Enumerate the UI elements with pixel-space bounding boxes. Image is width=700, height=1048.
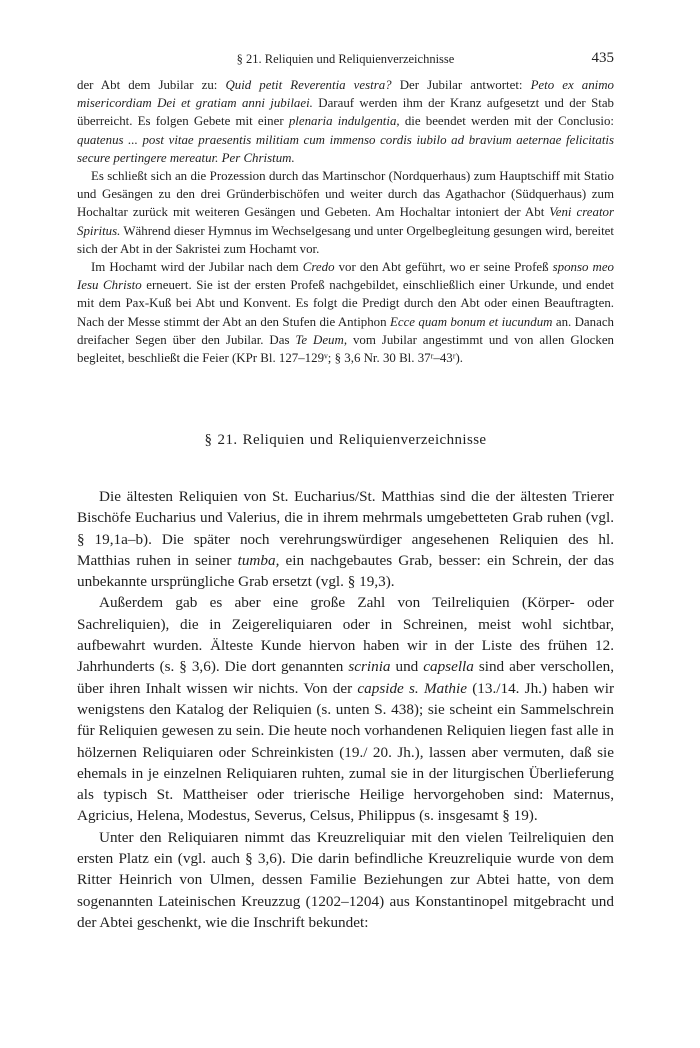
italic-segment: plenaria indulgentia, [288, 114, 400, 129]
paragraph [77, 592, 614, 826]
italic-segment: Credo [302, 260, 335, 275]
text-segment: Es schließt sich an die Prozession durch das Martinschor (Nordquerhaus) zum Hauptschiff mit Statio und Gesängen zu den drei Gründerbischöfen und weiter durch das Agathachor (Südquerhaus) zum Hochaltar zurück mit weiteren Gesängen und Gebeten. Am Hochaltar intoniert der Abt [77, 169, 614, 220]
paragraph [77, 827, 614, 933]
text-segment: sind aber verschollen, über ihren Inhalt wissen wir nichts. Von der [77, 658, 614, 697]
italic-segment: Ecce quam bonum et iucundum [389, 314, 553, 329]
section-heading: § 21. Reliquien und Reliquienverzeichnisse [204, 432, 487, 448]
text-segment: vom Jubilar angestimmt und von allen Glocken begleitet, beschließt die Feier (KPr Bl. 127–129ᵛ; § 3,6 Nr. 30 Bl. 37ʳ–43ʳ). [77, 332, 615, 366]
italic-segment: sponso meo Iesu Christo [77, 260, 615, 293]
text-segment: und [390, 658, 424, 676]
text-segment: Im Hochamt wird der Jubilar nach dem [91, 260, 303, 275]
lower-text-block [77, 486, 614, 933]
text-segment: der Abt dem Jubilar zu: [77, 78, 226, 92]
text-segment: vor den Abt geführt, wo er seine Profeß [334, 260, 553, 275]
italic-segment: Peto ex animo misericordiam Dei et gratiam anni jubilaei. [77, 78, 614, 111]
text-segment: (13./14. Jh.) haben wir wenigstens den Katalog der Reliquien (s. unten S. 438); sie scheint ein Sammelschrein für Reliquien gewesen zu sein. Die heute noch vorhandenen Reliquien liegen fast alle in hölzernen Reliquiaren oder Schreinkisten (19./ 20. Jh.), lassen aber vermuten, daß sie ehemals in je einzelnen Reliquiaren ruhten, zumal sie in der liturgischen Überlieferung als typisch St. Mattheiser oder trierische Heilige hervorgehoben sind: Maternus, Agricius, Helena, Modestus, Severus, Celsus, Philippus (s. insgesamt § 19). [77, 679, 614, 825]
italic-segment: capside s. Mathie [357, 679, 467, 697]
paragraph [77, 76, 614, 167]
text-segment: Die ältesten Reliquien von St. Eucharius/St. Matthias sind die der ältesten Trierer Bischöfe Eucharius und Valerius, die in ihrem mehrmals umgebetteten Grab ruhen (vgl. § 19,1a–b). Die später noch verehrungswürdiger angesehenen Reliquien des hl. Matthias ruhen in seiner [77, 488, 614, 569]
italic-segment: tumba, [237, 551, 280, 569]
text-segment: an. Danach dreifacher Segen über den Jubilar. Das [77, 314, 614, 347]
text-segment: die beendet werden mit der Conclusio: [399, 114, 614, 129]
text-segment: erneuert. Sie ist der ersten Profeß nachgebildet, einschließlich einer Urkunde, und endet mit dem Pax-Kuß bei Abt und Konvent. Es folgt die Predigt durch den Abt oder einen Beauftragten. Nach der Messe stimmt der Abt an den Stufen die Antiphon [77, 278, 614, 329]
italic-segment: Quid petit Reverentia vestra? [225, 78, 392, 92]
italic-segment: Te Deum, [295, 332, 348, 347]
italic-segment: capsella [423, 658, 474, 676]
italic-segment: scrinia [348, 658, 391, 676]
text-segment: Der Jubilar antwortet: [391, 78, 531, 92]
text-segment: Unter den Reliquiaren nimmt das Kreuzreliquiar mit den vielen Teilreliquien den ersten Platz ein (vgl. auch § 3,6). Die darin befindliche Kreuzreliquie wurde von dem Ritter Heinrich von Ulmen, dessen Familie Beziehungen zur Abtei hatte, von dem sogenannten Lateinischen Kreuzzug (1202–1204) aus Konstantinopel mitgebracht und der Abtei geschenkt, wie die Inschrift bekundet: [77, 828, 614, 931]
text-segment: Darauf werden ihm der Kranz aufgesetzt und der Stab überreicht. Es folgen Gebete mit einer [77, 96, 615, 129]
italic-segment: Veni creator Spiritus. [77, 205, 614, 238]
text-segment: Außerdem gab es aber eine große Zahl von Teilreliquien (Körper- oder Sachreliquien), die in Zeigereliquiaren oder in Schreinen, meist wohl sichtbar, aufbewahrt wurden. Älteste Kunde hiervon haben wir in der Liste des frühen 12. Jahrhunderts (s. § 3,6). Die dort genannten [77, 594, 614, 676]
text-segment: Während dieser Hymnus im Wechselgesang und unter Orgelbegleitung gesungen wird, bereitet sich der Abt in der Sakristei zum Hochamt vor. [77, 223, 614, 256]
text-segment: ein nachgebautes Grab, besser: ein Schrein, der das unbekannte ursprüngliche Grab ersetzt (vgl. § 19,3). [77, 551, 614, 591]
upper-text-block [77, 76, 614, 367]
page-header [77, 50, 614, 70]
running-title: § 21. Reliquien und Reliquienverzeichnisse [236, 52, 455, 66]
paragraph [77, 486, 614, 592]
italic-segment: quatenus ... post vitae praesentis militiam cum immenso cordis iubilo ad bravium aeternae felicitatis secure pertingere mereatur. Per Christum. [77, 132, 614, 165]
paragraph [77, 258, 614, 367]
paragraph [77, 167, 614, 258]
page-number: 435 [591, 50, 614, 66]
